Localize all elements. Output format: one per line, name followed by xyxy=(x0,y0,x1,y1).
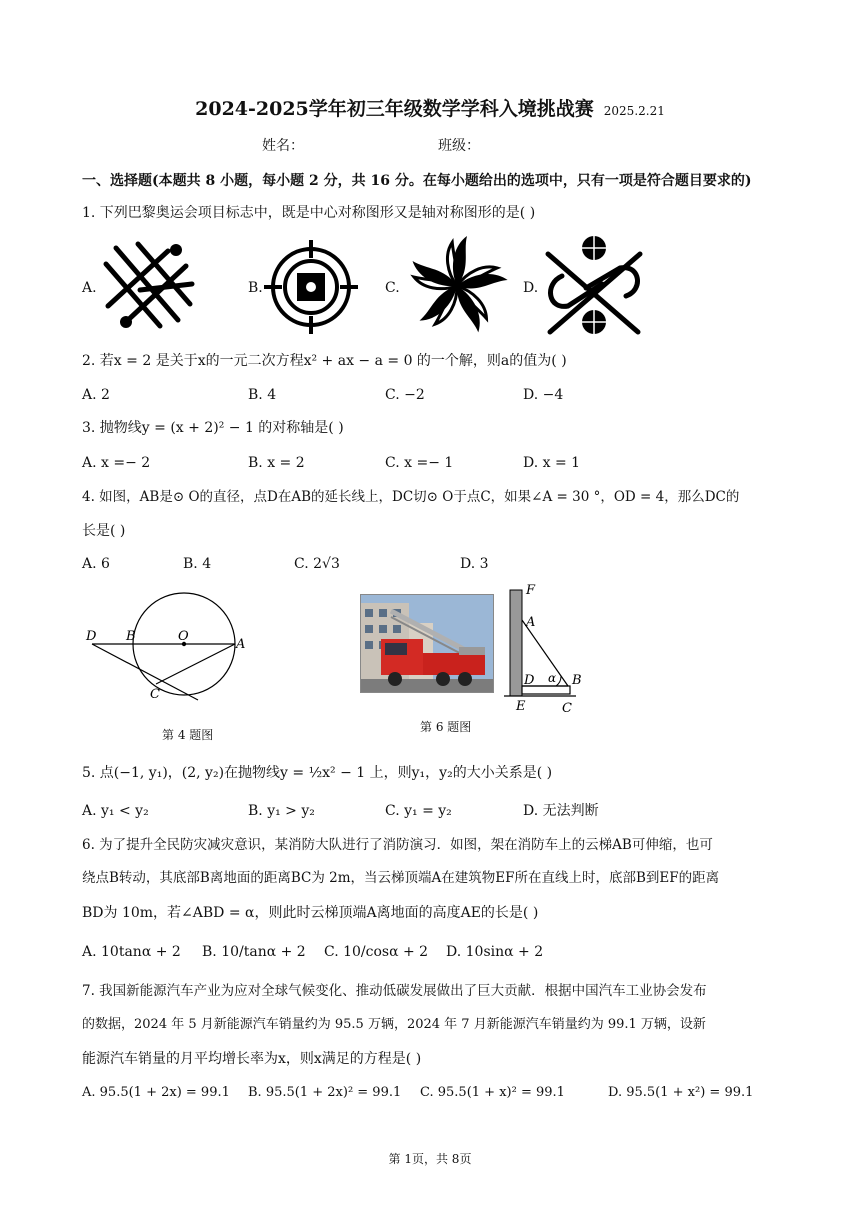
q5-option-d: D. 无法判断 xyxy=(523,803,599,819)
q2-option-a: A. 2 xyxy=(82,387,110,403)
q6-option-a: A. 10tanα + 2 xyxy=(82,944,181,960)
exam-date: 2025.2.21 xyxy=(603,104,665,118)
q3-option-c: C. x =− 1 xyxy=(385,455,454,471)
fig4-caption: 第 4 题图 xyxy=(162,728,214,742)
q7-option-b: B. 95.5(1 + 2x)² = 99.1 xyxy=(248,1085,402,1100)
fig6-label-alpha: α xyxy=(548,671,557,685)
fig6-label-b: B xyxy=(572,673,582,688)
q1-option-b: B. xyxy=(248,280,263,296)
fig6-label-e: E xyxy=(516,699,526,714)
page-footer: 第 1页，共 8页 xyxy=(388,1152,472,1166)
section-heading: 一、选择题(本题共 8 小题，每小题 2 分，共 16 分。在每小题给出的选项中，只有一项是符合题目要求的) xyxy=(82,173,752,189)
q6-line2: 绕点B转动，其底部B离地面的距离BC为 2m，当云梯顶端A在建筑物EF所在直线上时，底部B到EF的距离 xyxy=(82,870,720,886)
q4-option-d: D. 3 xyxy=(460,556,489,572)
logo-a-icon xyxy=(98,236,198,331)
page-title xyxy=(0,94,860,121)
q2-option-d: D. −4 xyxy=(523,387,564,403)
q6-line1: 6. 为了提升全民防灾减灾意识，某消防大队进行了消防演习．如图，架在消防车上的云梯AB可伸缩，也可 xyxy=(82,837,713,853)
figure-6-diagram xyxy=(504,580,592,716)
q1-option-a: A. xyxy=(82,280,97,296)
q7-option-c: C. 95.5(1 + x)² = 99.1 xyxy=(420,1085,565,1100)
fire-truck-photo xyxy=(360,594,494,693)
q1-option-c: C. xyxy=(385,280,400,296)
logo-b-icon xyxy=(264,240,358,334)
fig4-label-d: D xyxy=(86,629,97,644)
q3-option-a: A. x =− 2 xyxy=(82,455,151,471)
q6-option-c: C. 10/cosα + 2 xyxy=(324,944,429,960)
q2-option-c: C. −2 xyxy=(385,387,425,403)
fig6-label-d: D xyxy=(524,673,535,688)
q5-option-b: B. y₁ > y₂ xyxy=(248,803,315,819)
fig4-label-a: A xyxy=(236,637,246,652)
figure-4-diagram xyxy=(80,590,260,708)
fig6-label-f: F xyxy=(526,583,536,598)
q3-option-b: B. x = 2 xyxy=(248,455,305,471)
title-text: 2024-2025学年初三年级数学学科入境挑战赛 xyxy=(195,98,594,120)
q2-stem: 2. 若x = 2 是关于x的一元二次方程x² + ax − a = 0 的一个解，则a的值为( ) xyxy=(82,353,567,369)
q7-option-a: A. 95.5(1 + 2x) = 99.1 xyxy=(82,1085,230,1100)
fig4-label-c: C xyxy=(150,687,160,702)
q1-stem: 1. 下列巴黎奥运会项目标志中，既是中心对称图形又是轴对称图形的是( ) xyxy=(82,205,536,221)
q7-line3: 能源汽车销量的月平均增长率为x，则x满足的方程是( ) xyxy=(82,1051,422,1067)
q1-option-d: D. xyxy=(523,280,539,296)
fig6-label-c: C xyxy=(562,701,572,716)
q3-stem: 3. 抛物线y = (x + 2)² − 1 的对称轴是( ) xyxy=(82,420,344,436)
fig6-caption: 第 6 题图 xyxy=(420,720,472,734)
q5-option-a: A. y₁ < y₂ xyxy=(82,803,149,819)
q3-option-d: D. x = 1 xyxy=(523,455,581,471)
q5-option-c: C. y₁ = y₂ xyxy=(385,803,452,819)
q4-option-b: B. 4 xyxy=(183,556,212,572)
q4-option-c: C. 2√3 xyxy=(294,556,340,572)
logo-d-icon xyxy=(542,234,646,336)
q5-stem: 5. 点(−1, y₁)，(2, y₂)在抛物线y = ½x² − 1 上，则y₁，y₂的大小关系是( ) xyxy=(82,765,553,781)
q7-option-d: D. 95.5(1 + x²) = 99.1 xyxy=(608,1085,754,1100)
fig6-label-a: A xyxy=(526,615,536,630)
q4-option-a: A. 6 xyxy=(82,556,110,572)
q6-option-d: D. 10sinα + 2 xyxy=(446,944,544,960)
q7-line1: 7. 我国新能源汽车产业为应对全球气候变化、推动低碳发展做出了巨大贡献．根据中国汽车工业协会发布 xyxy=(82,983,707,999)
class-label: 班级： xyxy=(438,138,480,154)
name-label: 姓名： xyxy=(262,138,304,154)
fig4-label-o: O xyxy=(178,629,189,644)
q4-stem-line1: 4. 如图，AB是⊙ O的直径，点D在AB的延长线上，DC切⊙ O于点C，如果∠A = 30 °，OD = 4，那么DC的 xyxy=(82,489,740,505)
q2-option-b: B. 4 xyxy=(248,387,277,403)
q7-line2: 的数据，2024 年 5 月新能源汽车销量约为 95.5 万辆，2024 年 7 月新能源汽车销量约为 99.1 万辆，设新 xyxy=(82,1017,706,1032)
q6-option-b: B. 10/tanα + 2 xyxy=(202,944,306,960)
fig4-label-b: B xyxy=(126,629,136,644)
logo-c-icon xyxy=(404,234,510,338)
q4-stem-line2: 长是( ) xyxy=(82,523,126,539)
q6-line3: BD为 10m，若∠ABD = α，则此时云梯顶端A离地面的高度AE的长是( ) xyxy=(82,905,539,921)
